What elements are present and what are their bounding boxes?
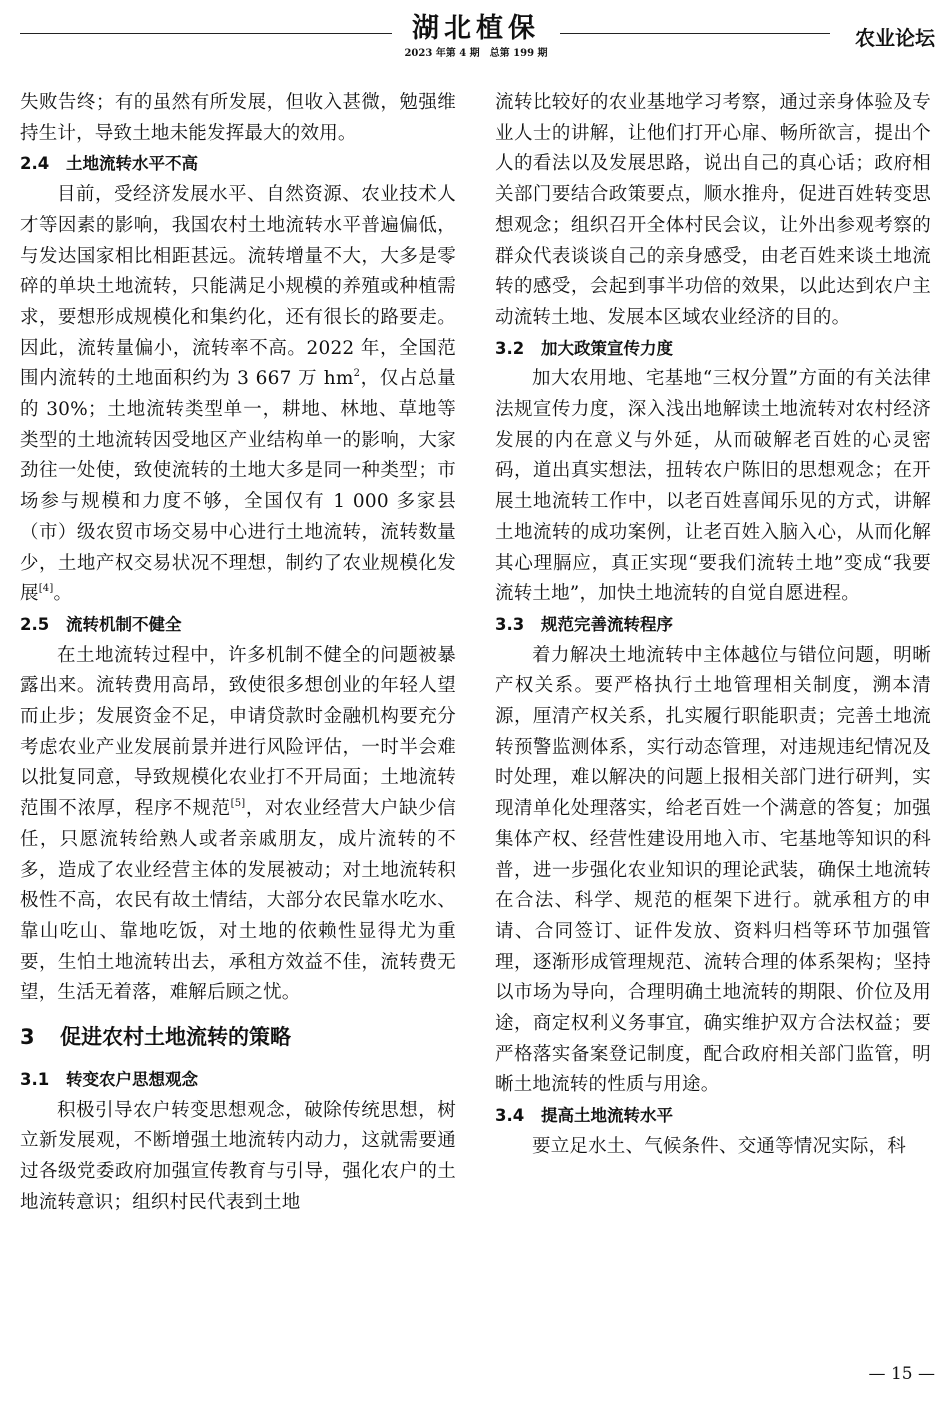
paragraph-3-3: 着力解决土地流转中主体越位与错位问题，明晰产权关系。要严格执行土地管理相关制度，溯本清源，厘清产权关系，扎实履行职能职责；完善土地流转预警监测体系，实行动态管理，对违规违纪情况及时处理，难以解决的问题上报相关部门进行研判，实现清单化处理落实，给老百姓一个满意的答复；加强集体产权、经营性建设用地入市、宅基地等知识的科普，进一步强化农业知识的理论武装，确保土地流转在合法、科学、规范的框架下进行。就承租方的申请、合同签订、证件发放、资料归档等环节加强管理，逐渐形成管理规范、流转合理的体系架构；坚持以市场为导向，合理明确土地流转的期限、价位及用途，商定权利义务事宜，确实维护双方合法权益；要严格落实备案登记制度，配合政府相关部门监管，明晰土地流转的性质与用途。 [495, 644, 931, 1096]
paragraph-2-5 [20, 641, 456, 1009]
section-title: 转变农户思想观念 [66, 1070, 198, 1090]
paragraph-3-1-continued: 流转比较好的农业基地学习考察，通过亲身体验及专业人士的讲解，让他们打开心扉、畅所欲言，提出个人的看法以及发展思路，说出自己的真心话；政府相关部门要结合政策要点，顺水推舟，促进百姓转变思想观念；组织召开全体村民会议，让外出参观考察的群众代表谈谈自己的亲身感受，由老百姓来谈土地流转的感受，会起到事半功倍的效果，以此达到农户主动流转土地、发展本区域农业经济的目的。 [495, 92, 931, 328]
page-number: — 15 — [868, 1364, 935, 1384]
header-rule-right [560, 33, 830, 34]
section-title: 提高土地流转水平 [541, 1106, 673, 1126]
citation-ref: [5] [230, 798, 246, 810]
section-heading-3-1 [20, 1065, 456, 1096]
paragraph-3-1: 积极引导农户转变思想观念，破除传统思想，树立新发展观，不断增强土地流转内动力，这就需要通过各级党委政府加强宣传教育与引导，强化农户的土地流转意识；组织村民代表到土地 [20, 1099, 456, 1213]
section-heading-2-4 [20, 149, 456, 180]
section-heading-3-2 [495, 334, 931, 365]
issue-info: 2023 年第 4 期 总第 199 期 [404, 48, 548, 59]
section-heading-3 [20, 1015, 456, 1059]
section-title: 加大政策宣传力度 [541, 338, 673, 358]
page-header [0, 0, 950, 70]
section-heading-2-5 [20, 610, 456, 641]
journal-title: 湖北植保 [412, 13, 540, 44]
section-title: 促进农村土地流转的策略 [60, 1025, 291, 1050]
section-number: 3 [20, 1025, 35, 1050]
section-title: 流转机制不健全 [66, 614, 182, 634]
paragraph-3-4: 要立足水土、气候条件、交通等情况实际，科 [532, 1135, 907, 1157]
text-run: 。 [53, 583, 73, 605]
section-number: 2.4 [20, 154, 50, 174]
paragraph-2-4 [20, 180, 456, 610]
citation-ref: [4] [38, 583, 54, 595]
paragraph-intro: 失败告终；有的虽然有所发展，但收入甚微，勉强维持生计，导致土地未能发挥最大的效用。 [20, 92, 456, 144]
section-number: 3.4 [495, 1106, 525, 1126]
section-number: 3.3 [495, 614, 525, 634]
section-title: 土地流转水平不高 [66, 154, 198, 174]
header-rule-left [20, 33, 392, 34]
paragraph-3-2: 加大农用地、宅基地“三权分置”方面的有关法律法规宣传力度，深入浅出地解读土地流转对农村经济发展的内在意义与外延，从而破解老百姓的心灵密码，道出真实想法，扭转农户陈旧的思想观念；在开展土地流转工作中，以老百姓喜闻乐见的方式，讲解土地流转的成功案例，让老百姓入脑入心，从而化解其心理膈应，真正实现“要我们流转土地”变成“我要流转土地”，加快土地流转的自觉自愿进程。 [495, 368, 931, 605]
section-number: 3.2 [495, 338, 525, 358]
section-tag: 农业论坛 [855, 26, 935, 50]
superscript: 2 [353, 368, 361, 380]
text-run: 在土地流转过程中，许多机制不健全的问题被暴露出来。流转费用高昂，致使很多想创业的年轻人望而止步；发展资金不足，申请贷款时金融机构要充分考虑农业产业发展前景并进行风险评估，一时半会难以批复同意，导致规模化农业打不开局面；土地流转范围不浓厚，程序不规范 [20, 644, 456, 820]
text-run: ，对农业经营大户缺少信任，只愿流转给熟人或者亲戚朋友，成片流转的不多，造成了农业经营主体的发展被动；对土地流转积极性不高，农民有故土情结，大部分农民靠水吃水、靠山吃山、靠地吃饭，对土地的依赖性显得尤为重要，生怕土地流转出去，承租方效益不佳，流转费无望，生活无着落，难解后顾之忧。 [20, 798, 457, 1004]
section-heading-3-3 [495, 610, 931, 641]
text-run: 目前，受经济发展水平、自然资源、农业技术人才等因素的影响，我国农村土地流转水平普遍偏低，与发达国家相比相距甚远。流转增量不大，大多是零碎的单块土地流转，只能满足小规模的养殖或种植需求，要想形成规模化和集约化，还有很长的路要走。因此，流转量偏小，流转率不高。2022 年，全国范围内流转的土地面积约为 3 667 万 hm [20, 184, 456, 390]
section-title: 规范完善流转程序 [541, 614, 673, 634]
text-run: ，仅占总量的 30%；土地流转类型单一，耕地、林地、草地等类型的土地流转因受地区产业结构单一的影响，大家劲往一处使，致使流转的土地大多是同一种类型；市场参与规模和力度不够，全国仅有 1 000 多家县（市）级农贸市场交易中心进行土地流转，流转数量少，土地产权交易状况不理想，制约了农业规模化发展 [20, 368, 456, 605]
right-column [495, 88, 931, 1163]
section-number: 2.5 [20, 614, 50, 634]
section-heading-3-4 [495, 1101, 931, 1132]
left-column [20, 88, 456, 1219]
section-number: 3.1 [20, 1070, 50, 1090]
